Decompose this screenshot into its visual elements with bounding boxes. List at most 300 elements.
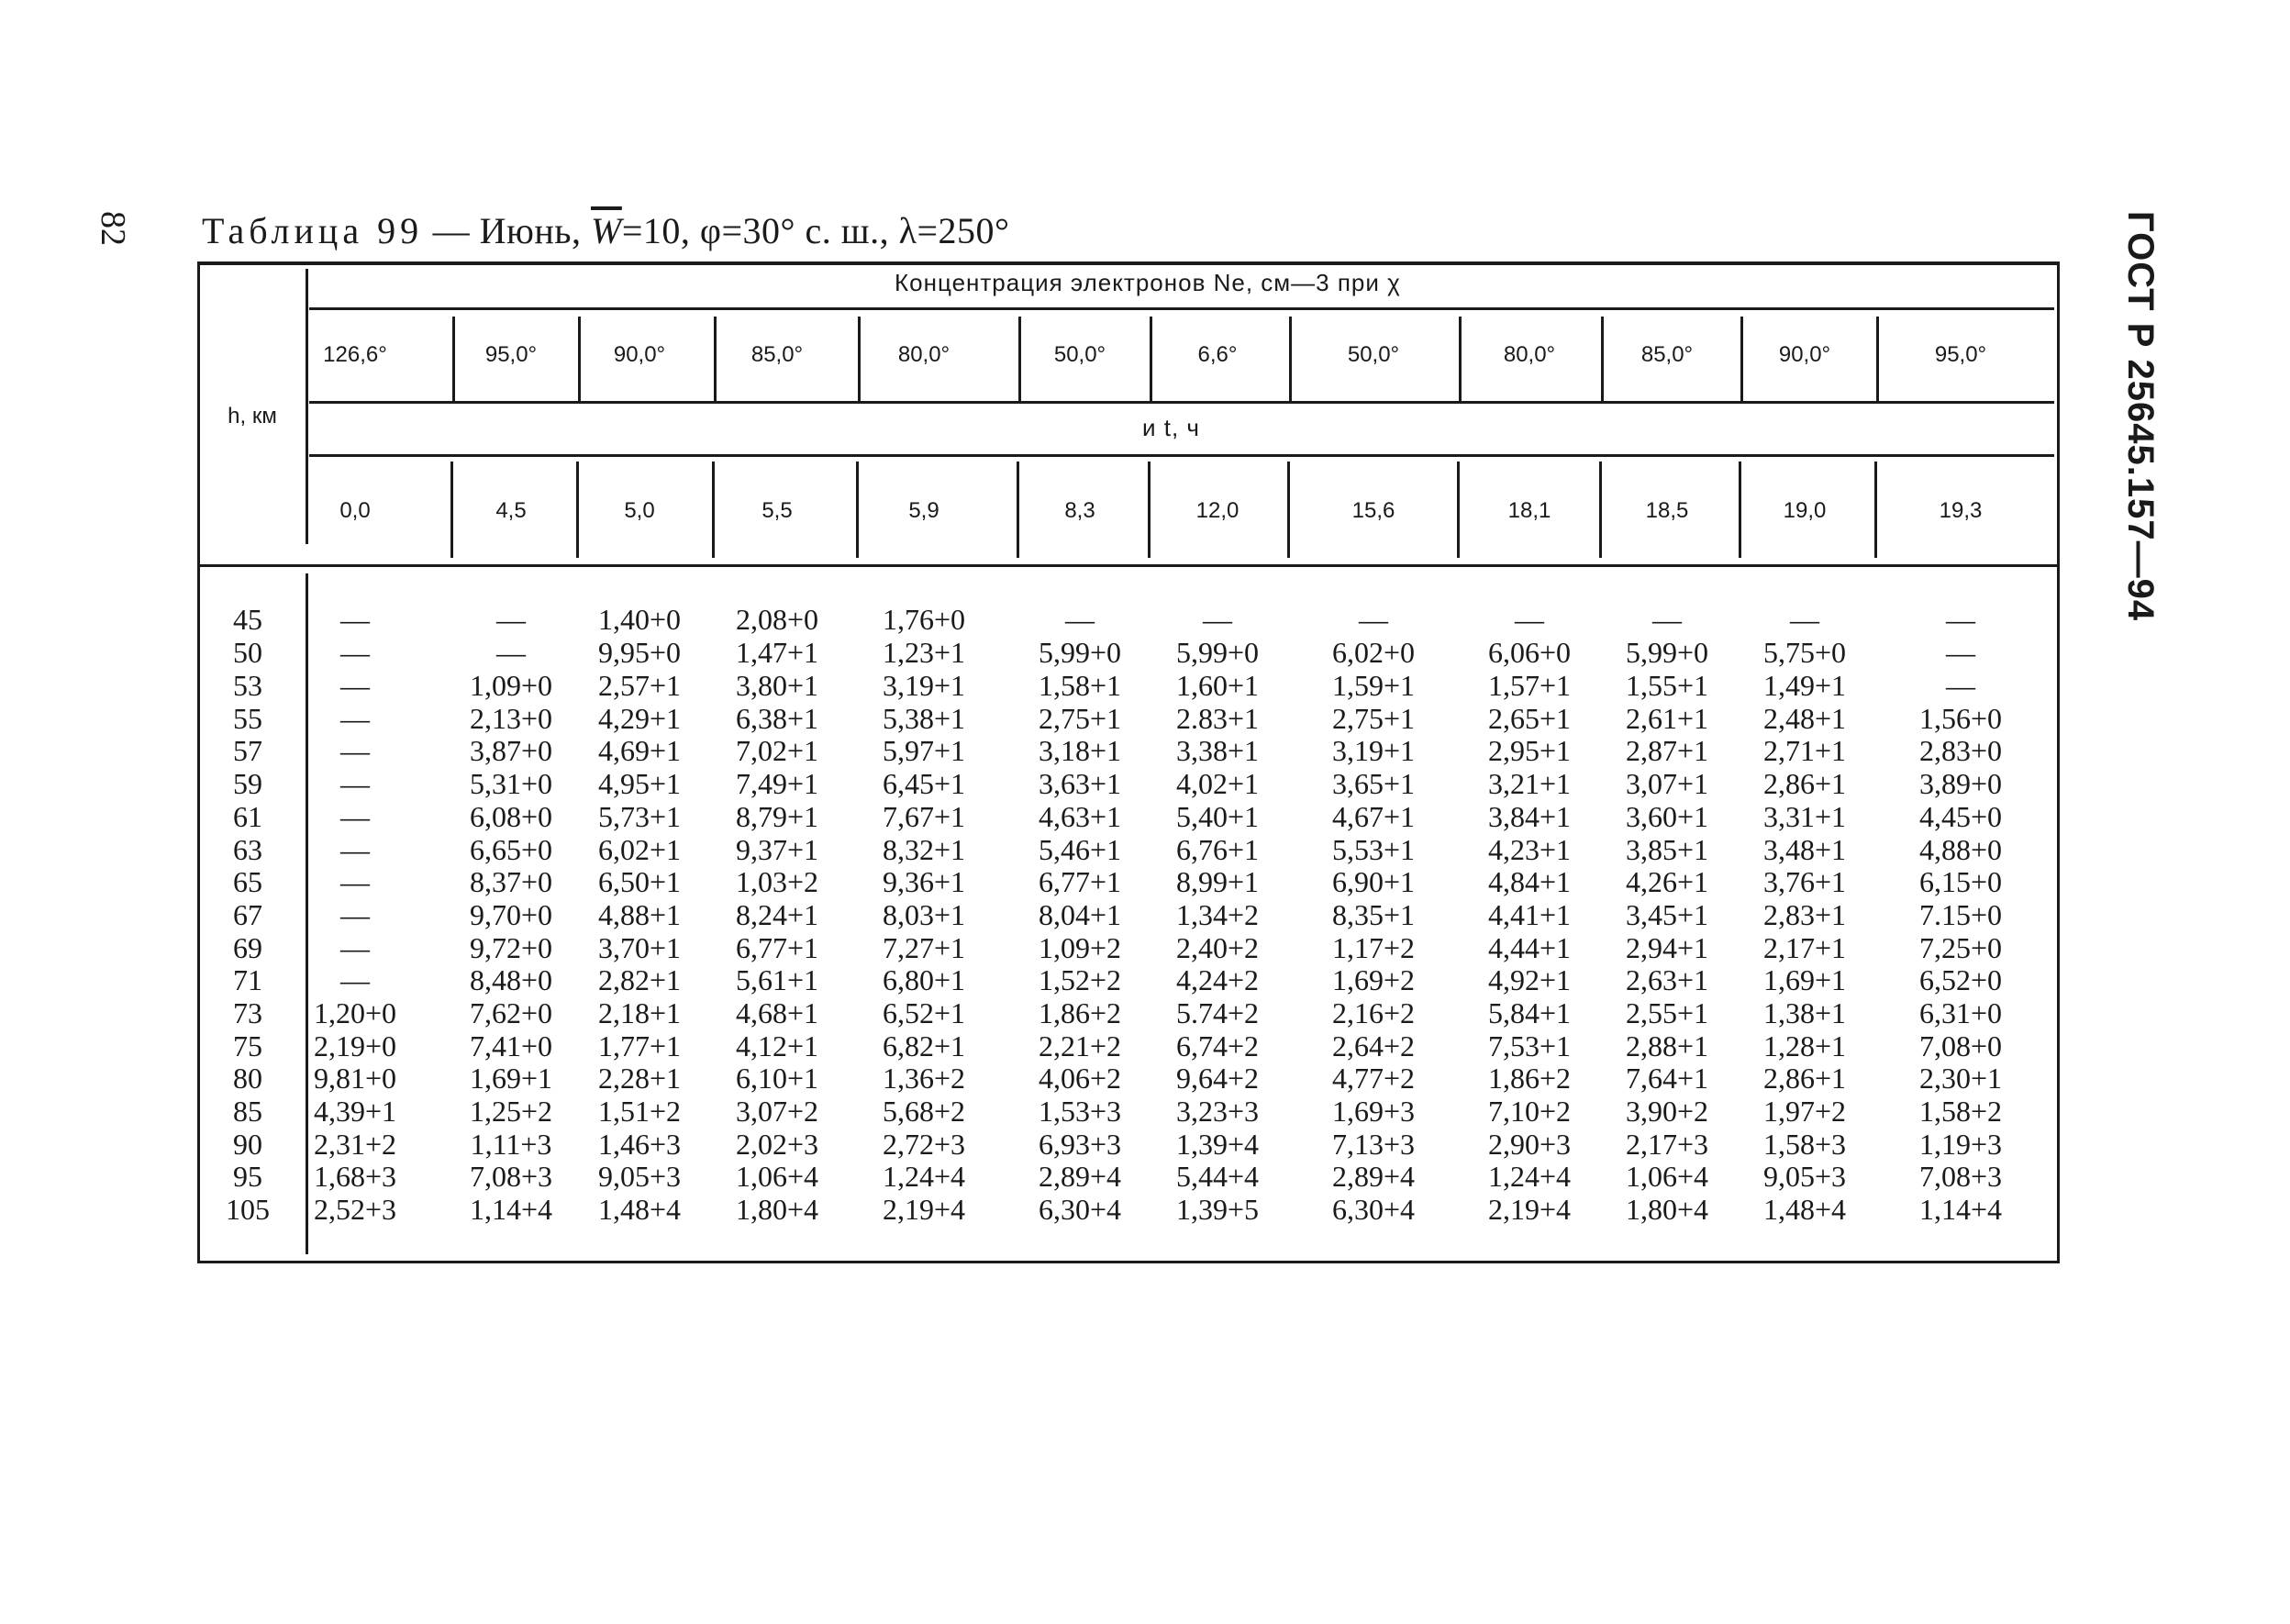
table-cell: —: [340, 963, 370, 996]
table-cell: 4,45+0: [1918, 800, 2003, 833]
table-cell: 7,67+1: [882, 800, 966, 833]
table-cell: 6,45+1: [882, 767, 966, 800]
table-cell: —: [340, 636, 370, 669]
table-cell: —: [340, 702, 370, 735]
column-divider-chi: [1018, 317, 1021, 401]
table-cell: 6,31+0: [1918, 996, 2003, 1029]
t-header-cell: 5,5: [761, 498, 793, 523]
table-cell: 1,09+0: [469, 669, 553, 702]
table-bottom-rule: [197, 1261, 2060, 1263]
table-row-height: 75: [233, 1029, 262, 1062]
table-cell: 3,21+1: [1487, 767, 1572, 800]
table-cell: 9,37+1: [735, 833, 819, 866]
table-cell: 7,13+3: [1331, 1128, 1416, 1161]
table-cell: 2,86+1: [1762, 767, 1847, 800]
table-cell: 1,06+4: [735, 1160, 819, 1193]
table-cell: 8,35+1: [1331, 898, 1416, 931]
table-cell: —: [1515, 603, 1544, 636]
table-cell: 4,44+1: [1487, 931, 1572, 964]
table-cell: 5,99+0: [1038, 636, 1122, 669]
table-cell: 1,48+4: [597, 1193, 682, 1226]
table-cell: —: [340, 734, 370, 767]
table-cell: 4,12+1: [735, 1029, 819, 1062]
table-cell: 1,53+3: [1038, 1095, 1122, 1128]
table-cell: 1,24+4: [882, 1160, 966, 1193]
table-cell: —: [340, 603, 370, 636]
table-cell: 2,83+1: [1762, 898, 1847, 931]
chi-header-cell: 85,0°: [1640, 342, 1694, 367]
table-cell: 1,86+2: [1038, 996, 1122, 1029]
table-cell: 6,77+1: [735, 931, 819, 964]
table-cell: 7,49+1: [735, 767, 819, 800]
table-cell: 2,31+2: [313, 1128, 397, 1161]
data-table: [197, 261, 2060, 1263]
table-cell: 1,58+3: [1762, 1128, 1847, 1161]
table-row-height: 105: [226, 1193, 270, 1226]
table-cell: 8,48+0: [469, 963, 553, 996]
t-header-cell: 18,5: [1645, 498, 1689, 523]
table-title: [202, 209, 1010, 252]
table-cell: 2,71+1: [1762, 734, 1847, 767]
table-cell: 2,16+2: [1331, 996, 1416, 1029]
table-cell: 6,77+1: [1038, 865, 1122, 898]
table-cell: 1,52+2: [1038, 963, 1122, 996]
table-row-height: 61: [233, 800, 262, 833]
table-cell: 1,69+2: [1331, 963, 1416, 996]
column-divider-chi: [578, 317, 581, 401]
table-cell: 2,82+1: [597, 963, 682, 996]
table-cell: 9,05+3: [1762, 1160, 1847, 1193]
table-cell: —: [340, 865, 370, 898]
table-cell: 4,84+1: [1487, 865, 1572, 898]
page-number: 82: [94, 211, 132, 246]
table-cell: 1,51+2: [597, 1095, 682, 1128]
table-row-height: 71: [233, 963, 262, 996]
table-row-height: 65: [233, 865, 262, 898]
table-cell: 6,38+1: [735, 702, 819, 735]
table-cell: 4,88+1: [597, 898, 682, 931]
time-header: и t, ч: [1142, 414, 1200, 441]
table-cell: 2,17+3: [1625, 1128, 1709, 1161]
title-month: — Июнь,: [423, 210, 591, 251]
table-cell: 3,45+1: [1625, 898, 1709, 931]
table-row-height: 69: [233, 931, 262, 964]
table-label: Таблица 99: [202, 210, 424, 251]
table-cell: 3,60+1: [1625, 800, 1709, 833]
table-cell: 2,83+0: [1918, 734, 2003, 767]
table-cell: 6,30+4: [1331, 1193, 1416, 1226]
column-divider-chi: [1740, 317, 1743, 401]
table-cell: 4,95+1: [597, 767, 682, 800]
table-cell: 1,69+3: [1331, 1095, 1416, 1128]
table-cell: 2,48+1: [1762, 702, 1847, 735]
table-cell: 1,39+4: [1175, 1128, 1260, 1161]
table-cell: 1,36+2: [882, 1062, 966, 1095]
table-cell: 5,99+0: [1175, 636, 1260, 669]
table-cell: 1,56+0: [1918, 702, 2003, 735]
table-cell: 2,19+0: [313, 1029, 397, 1062]
table-cell: 1,03+2: [735, 865, 819, 898]
chi-header-cell: 95,0°: [1934, 342, 1987, 367]
title-params: =10, φ=30° с. ш., λ=250°: [621, 210, 1010, 251]
column-divider-t: [1017, 462, 1019, 558]
table-cell: 5,99+0: [1625, 636, 1709, 669]
table-cell: 4,24+2: [1175, 963, 1260, 996]
table-cell: 1,17+2: [1331, 931, 1416, 964]
chi-header-cell: 95,0°: [484, 342, 538, 367]
table-cell: 2,52+3: [313, 1193, 397, 1226]
table-cell: 7,08+3: [1918, 1160, 2003, 1193]
table-cell: 3,65+1: [1331, 767, 1416, 800]
chi-header-cell: 50,0°: [1053, 342, 1106, 367]
chi-header-cell: 50,0°: [1347, 342, 1400, 367]
table-cell: 6,52+1: [882, 996, 966, 1029]
table-cell: 4,23+1: [1487, 833, 1572, 866]
table-cell: 4,77+2: [1331, 1062, 1416, 1095]
table-cell: 2,40+2: [1175, 931, 1260, 964]
table-cell: 7,41+0: [469, 1029, 553, 1062]
table-cell: 1,77+1: [597, 1029, 682, 1062]
table-cell: 1,47+1: [735, 636, 819, 669]
table-cell: 8,37+0: [469, 865, 553, 898]
table-cell: 1,28+1: [1762, 1029, 1847, 1062]
table-cell: 1,14+4: [1918, 1193, 2003, 1226]
table-cell: 4,02+1: [1175, 767, 1260, 800]
table-cell: 7,27+1: [882, 931, 966, 964]
table-cell: 2,63+1: [1625, 963, 1709, 996]
table-row-height: 67: [233, 898, 262, 931]
table-cell: 1,39+5: [1175, 1193, 1260, 1226]
table-cell: 4,88+0: [1918, 833, 2003, 866]
table-cell: 2,86+1: [1762, 1062, 1847, 1095]
table-cell: 3,70+1: [597, 931, 682, 964]
table-cell: 6,30+4: [1038, 1193, 1122, 1226]
table-cell: 3,07+2: [735, 1095, 819, 1128]
table-cell: 1,80+4: [735, 1193, 819, 1226]
table-cell: 8,99+1: [1175, 865, 1260, 898]
table-cell: 2,61+1: [1625, 702, 1709, 735]
table-cell: 3,90+2: [1625, 1095, 1709, 1128]
table-cell: 2,55+1: [1625, 996, 1709, 1029]
table-row-height: 85: [233, 1095, 262, 1128]
table-cell: 9,72+0: [469, 931, 553, 964]
table-cell: 1,14+4: [469, 1193, 553, 1226]
table-cell: 5,40+1: [1175, 800, 1260, 833]
column-divider-t: [1739, 462, 1741, 558]
table-cell: 1,97+2: [1762, 1095, 1847, 1128]
table-cell: 1,34+2: [1175, 898, 1260, 931]
table-cell: —: [340, 898, 370, 931]
chi-header-cell: 80,0°: [897, 342, 950, 367]
table-cell: 5.74+2: [1175, 996, 1260, 1029]
table-cell: 5,84+1: [1487, 996, 1572, 1029]
table-cell: 7,25+0: [1918, 931, 2003, 964]
table-cell: 4,06+2: [1038, 1062, 1122, 1095]
table-cell: 1,49+1: [1762, 669, 1847, 702]
table-cell: 1,20+0: [313, 996, 397, 1029]
table-cell: 8,24+1: [735, 898, 819, 931]
table-cell: 7,08+0: [1918, 1029, 2003, 1062]
table-cell: 3,23+3: [1175, 1095, 1260, 1128]
table-cell: 1,59+1: [1331, 669, 1416, 702]
table-cell: 6,02+0: [1331, 636, 1416, 669]
table-row-height: 50: [233, 636, 262, 669]
table-cell: 5,46+1: [1038, 833, 1122, 866]
t-header-cell: 8,3: [1064, 498, 1095, 523]
t-header-cell: 15,6: [1351, 498, 1395, 523]
table-cell: 6,10+1: [735, 1062, 819, 1095]
table-row-height: 59: [233, 767, 262, 800]
table-cell: 2,95+1: [1487, 734, 1572, 767]
h-column-header: h, км: [228, 404, 277, 428]
column-divider-t: [856, 462, 859, 558]
table-cell: 8,79+1: [735, 800, 819, 833]
table-cell: 9,95+0: [597, 636, 682, 669]
column-divider-t: [1148, 462, 1151, 558]
table-cell: 2,87+1: [1625, 734, 1709, 767]
table-cell: 1,38+1: [1762, 996, 1847, 1029]
table-cell: 4,67+1: [1331, 800, 1416, 833]
table-cell: 2,65+1: [1487, 702, 1572, 735]
column-divider-chi: [452, 317, 455, 401]
table-cell: 1,24+4: [1487, 1160, 1572, 1193]
table-cell: 1,80+4: [1625, 1193, 1709, 1226]
table-cell: 3,76+1: [1762, 865, 1847, 898]
table-row-height: 73: [233, 996, 262, 1029]
table-cell: —: [340, 767, 370, 800]
table-cell: 7.15+0: [1918, 898, 2003, 931]
column-divider-t: [450, 462, 453, 558]
table-cell: 5,73+1: [597, 800, 682, 833]
table-cell: 6,90+1: [1331, 865, 1416, 898]
table-cell: —: [340, 669, 370, 702]
table-cell: 3,89+0: [1918, 767, 2003, 800]
table-cell: 5,68+2: [882, 1095, 966, 1128]
table-cell: 6,93+3: [1038, 1128, 1122, 1161]
chi-header-cell: 90,0°: [613, 342, 666, 367]
table-cell: 2,19+4: [882, 1193, 966, 1226]
column-divider-t: [712, 462, 715, 558]
table-cell: 3,19+1: [1331, 734, 1416, 767]
column-divider-chi: [714, 317, 717, 401]
column-divider-t: [1287, 462, 1290, 558]
table-cell: 6,82+1: [882, 1029, 966, 1062]
table-cell: 6,02+1: [597, 833, 682, 866]
table-cell: 1,09+2: [1038, 931, 1122, 964]
table-cell: 5,31+0: [469, 767, 553, 800]
table-cell: 2,13+0: [469, 702, 553, 735]
table-cell: 2,30+1: [1918, 1062, 2003, 1095]
table-cell: 1,58+1: [1038, 669, 1122, 702]
table-cell: 1,58+2: [1918, 1095, 2003, 1128]
table-cell: —: [1946, 669, 1975, 702]
table-cell: 2,08+0: [735, 603, 819, 636]
table-cell: 4,41+1: [1487, 898, 1572, 931]
table-cell: 4,39+1: [313, 1095, 397, 1128]
table-row-height: 57: [233, 734, 262, 767]
table-cell: 8,04+1: [1038, 898, 1122, 931]
chi-header-cell: 80,0°: [1503, 342, 1556, 367]
table-cell: 3,63+1: [1038, 767, 1122, 800]
table-cell: 2,64+2: [1331, 1029, 1416, 1062]
table-cell: —: [1065, 603, 1095, 636]
table-cell: 6,65+0: [469, 833, 553, 866]
chi-header-cell: 85,0°: [750, 342, 804, 367]
title-w-symbol: $\overline{W}$: [591, 210, 622, 251]
table-cell: 3,07+1: [1625, 767, 1709, 800]
table-cell: 8,32+1: [882, 833, 966, 866]
table-cell: 1,25+2: [469, 1095, 553, 1128]
column-divider-chi: [1601, 317, 1604, 401]
table-cell: 9,64+2: [1175, 1062, 1260, 1095]
table-cell: 4,92+1: [1487, 963, 1572, 996]
table-cell: 3,80+1: [735, 669, 819, 702]
table-cell: 2,75+1: [1038, 702, 1122, 735]
t-header-cell: 0,0: [339, 498, 371, 523]
table-cell: 1,57+1: [1487, 669, 1572, 702]
table-cell: —: [340, 833, 370, 866]
table-cell: 6,52+0: [1918, 963, 2003, 996]
table-cell: 3,84+1: [1487, 800, 1572, 833]
table-cell: 5,53+1: [1331, 833, 1416, 866]
table-cell: —: [496, 636, 526, 669]
table-cell: 2,94+1: [1625, 931, 1709, 964]
table-cell: —: [1652, 603, 1682, 636]
table-cell: 2,21+2: [1038, 1029, 1122, 1062]
table-row-height: 90: [233, 1128, 262, 1161]
table-cell: —: [496, 603, 526, 636]
table-cell: 2,75+1: [1331, 702, 1416, 735]
table-cell: 5,61+1: [735, 963, 819, 996]
header-rule-2: [309, 401, 2054, 404]
table-cell: 1,06+4: [1625, 1160, 1709, 1193]
table-cell: 3,48+1: [1762, 833, 1847, 866]
table-cell: 8,03+1: [882, 898, 966, 931]
table-cell: 1,76+0: [882, 603, 966, 636]
table-top-rule: [197, 261, 2060, 265]
table-row-height: 63: [233, 833, 262, 866]
table-cell: 6,80+1: [882, 963, 966, 996]
table-cell: 7,53+1: [1487, 1029, 1572, 1062]
table-cell: 2,89+4: [1038, 1160, 1122, 1193]
table-row-height: 80: [233, 1062, 262, 1095]
t-header-cell: 5,9: [908, 498, 939, 523]
table-cell: 7,08+3: [469, 1160, 553, 1193]
table-cell: 1,23+1: [882, 636, 966, 669]
table-cell: 1,48+4: [1762, 1193, 1847, 1226]
table-cell: 6,08+0: [469, 800, 553, 833]
table-row-height: 95: [233, 1160, 262, 1193]
header-bottom-rule: [197, 564, 2060, 567]
column-divider-t: [1457, 462, 1460, 558]
table-cell: 1,68+3: [313, 1160, 397, 1193]
table-cell: 1,19+3: [1918, 1128, 2003, 1161]
t-header-cell: 5,0: [624, 498, 655, 523]
column-divider-chi: [858, 317, 861, 401]
chi-header-cell: 126,6°: [323, 342, 387, 367]
table-cell: 2,57+1: [597, 669, 682, 702]
standard-code: ГОСТ Р 25645.157—94: [2120, 211, 2161, 622]
t-header-cell: 4,5: [495, 498, 527, 523]
table-cell: 4,69+1: [597, 734, 682, 767]
table-cell: 2,18+1: [597, 996, 682, 1029]
t-header-cell: 19,0: [1783, 498, 1827, 523]
t-header-cell: 19,3: [1939, 498, 1983, 523]
table-cell: 3,38+1: [1175, 734, 1260, 767]
chi-header-cell: 6,6°: [1197, 342, 1238, 367]
column-divider-t: [576, 462, 579, 558]
table-cell: 5,75+0: [1762, 636, 1847, 669]
concentration-header: Концентрация электронов Nе, см—3 при χ: [895, 269, 1401, 296]
table-cell: 3,19+1: [882, 669, 966, 702]
table-cell: 7,02+1: [735, 734, 819, 767]
table-row-height: 53: [233, 669, 262, 702]
header-rule-1: [309, 307, 2054, 310]
table-cell: 2,17+1: [1762, 931, 1847, 964]
table-cell: 1,55+1: [1625, 669, 1709, 702]
table-cell: 6,50+1: [597, 865, 682, 898]
table-cell: 6,76+1: [1175, 833, 1260, 866]
column-divider-chi: [1459, 317, 1462, 401]
table-cell: 9,36+1: [882, 865, 966, 898]
table-cell: 7,64+1: [1625, 1062, 1709, 1095]
table-cell: 3,87+0: [469, 734, 553, 767]
table-cell: 2,28+1: [597, 1062, 682, 1095]
column-divider-t: [1874, 462, 1877, 558]
table-cell: 5,44+4: [1175, 1160, 1260, 1193]
table-cell: 4,68+1: [735, 996, 819, 1029]
table-cell: 2.83+1: [1175, 702, 1260, 735]
header-rule-3: [309, 454, 2054, 457]
table-cell: 9,05+3: [597, 1160, 682, 1193]
table-cell: 3,85+1: [1625, 833, 1709, 866]
table-row-height: 45: [233, 603, 262, 636]
chi-header-cell: 90,0°: [1778, 342, 1831, 367]
column-divider-t: [1599, 462, 1602, 558]
table-cell: 1,69+1: [1762, 963, 1847, 996]
table-cell: 3,31+1: [1762, 800, 1847, 833]
table-cell: —: [340, 800, 370, 833]
table-cell: 6,74+2: [1175, 1029, 1260, 1062]
table-cell: 2,89+4: [1331, 1160, 1416, 1193]
table-cell: 6,15+0: [1918, 865, 2003, 898]
table-cell: —: [1203, 603, 1232, 636]
table-cell: 7,10+2: [1487, 1095, 1572, 1128]
table-cell: 2,02+3: [735, 1128, 819, 1161]
table-row-height: 55: [233, 702, 262, 735]
table-cell: —: [1946, 636, 1975, 669]
t-header-cell: 18,1: [1507, 498, 1551, 523]
table-cell: 1,40+0: [597, 603, 682, 636]
table-cell: 2,90+3: [1487, 1128, 1572, 1161]
table-cell: 1,86+2: [1487, 1062, 1572, 1095]
table-cell: 1,69+1: [469, 1062, 553, 1095]
table-cell: 1,46+3: [597, 1128, 682, 1161]
column-divider-chi: [1150, 317, 1152, 401]
table-cell: 4,26+1: [1625, 865, 1709, 898]
table-cell: —: [1359, 603, 1388, 636]
t-header-cell: 12,0: [1195, 498, 1239, 523]
table-cell: 1,60+1: [1175, 669, 1260, 702]
table-cell: 4,29+1: [597, 702, 682, 735]
table-cell: 9,81+0: [313, 1062, 397, 1095]
table-cell: 6,06+0: [1487, 636, 1572, 669]
table-cell: 9,70+0: [469, 898, 553, 931]
table-cell: 4,63+1: [1038, 800, 1122, 833]
table-cell: 7,62+0: [469, 996, 553, 1029]
table-cell: 5,97+1: [882, 734, 966, 767]
table-cell: —: [1790, 603, 1819, 636]
